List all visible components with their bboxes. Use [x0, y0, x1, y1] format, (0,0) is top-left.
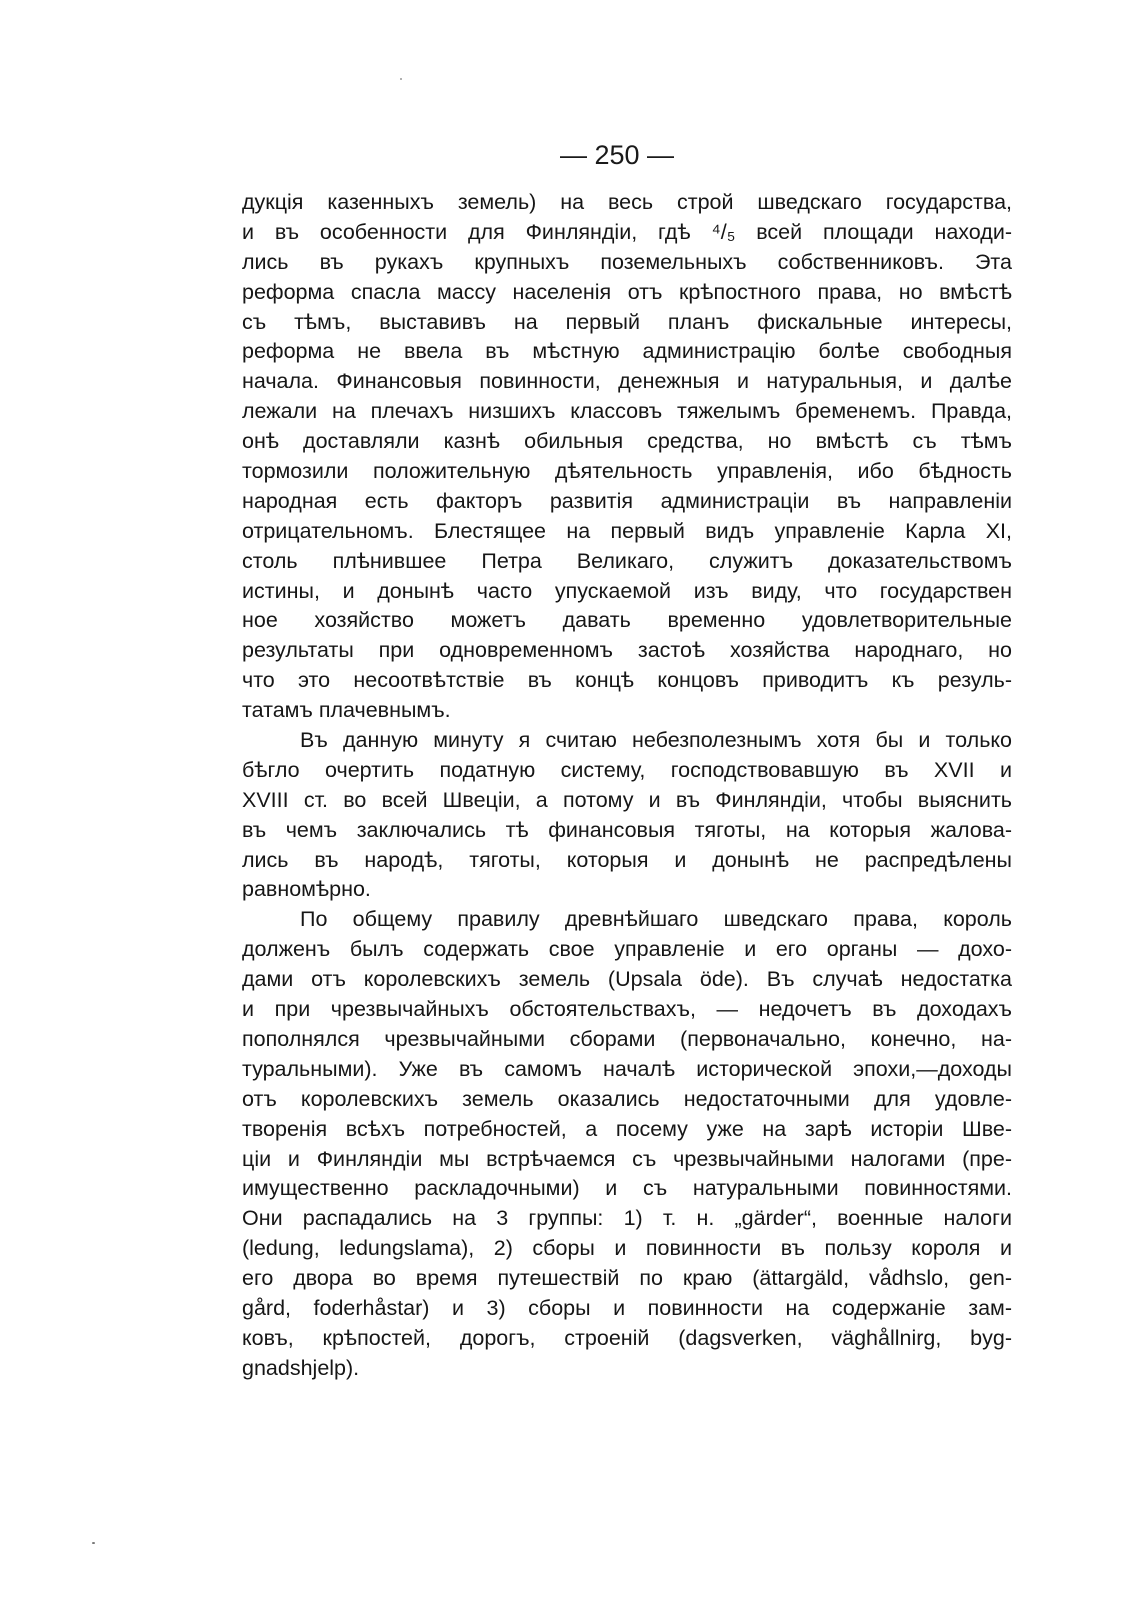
scan-speck	[92, 1542, 95, 1544]
body-text	[242, 188, 1012, 1384]
text-line: онѣ доставляли казнѣ обильныя средства, но вмѣстѣ съ тѣмъ	[242, 429, 1012, 454]
text-line: Въ данную минуту я считаю небезполезнымъ хотя бы и только	[300, 728, 1012, 753]
text-line: ное хозяйство можетъ давать временно удовлетворительные	[242, 608, 1012, 633]
text-line: отъ королевскихъ земель оказались недостаточными для удовле-	[242, 1086, 1012, 1111]
text-line: gård, foderhåstar) и 3) сборы и повинности на содержаніе зам-	[242, 1295, 1012, 1320]
text-line: отрицательномъ. Блестящее на первый видъ управленіе Карла XI,	[242, 518, 1012, 543]
text-line: По общему правилу древнѣйшаго шведскаго права, король	[300, 907, 1012, 932]
text-line: начала. Финансовыя повинности, денежныя и натуральныя, и далѣе	[242, 369, 1012, 394]
text-line: имущественно раскладочными) и съ натуральными повинностями.	[242, 1176, 1012, 1201]
text-line: ковъ, крѣпостей, дорогъ, строеній (dagsverken, väghållnirg, byg-	[242, 1325, 1012, 1350]
text-line: Они распадались на 3 группы: 1) т. н. „gärder“, военные налоги	[242, 1206, 1012, 1231]
text-line: пополнялся чрезвычайными сборами (первоначально, конечно, на-	[242, 1026, 1012, 1051]
text-line: его двора во время путешествій по краю (ättargäld, vådhslo, gen-	[242, 1266, 1012, 1291]
text-line: равномѣрно.	[242, 877, 371, 902]
text-line: лись въ рукахъ крупныхъ поземельныхъ собственниковъ. Эта	[242, 249, 1012, 274]
text-line: что это несоотвѣтствіе въ концѣ концовъ приводитъ къ резуль-	[242, 668, 1012, 693]
text-line: и въ особенности для Финляндіи, гдѣ ⁴/₅ всей площади находи-	[242, 219, 1012, 244]
paragraph	[242, 726, 1012, 905]
paragraph	[242, 188, 1012, 726]
text-line: истины, и донынѣ часто упускаемой изъ виду, что государствен	[242, 578, 1012, 603]
text-line: лежали на плечахъ низшихъ классовъ тяжелымъ бременемъ. Правда,	[242, 399, 1012, 424]
text-line: (ledung, ledungslama), 2) сборы и повинности въ пользу короля и	[242, 1236, 1012, 1261]
text-line: туральными). Уже въ самомъ началѣ исторической эпохи,—доходы	[242, 1056, 1012, 1081]
text-line: XVIII ст. во всей Швеціи, а потому и въ Финляндіи, чтобы выяснить	[242, 787, 1012, 812]
text-line: тормозили положительную дѣятельность управленія, ибо бѣдность	[242, 459, 1012, 484]
text-line: народная есть факторъ развитія администраціи въ направленіи	[242, 488, 1012, 513]
text-line: gnadshjelp).	[242, 1355, 360, 1380]
text-line: съ тѣмъ, выставивъ на первый планъ фискальные интересы,	[242, 309, 1012, 334]
text-line: и при чрезвычайныхъ обстоятельствахъ, — недочетъ въ доходахъ	[242, 997, 1012, 1022]
text-line: реформа не ввела въ мѣстную администрацію болѣе свободныя	[242, 339, 1012, 364]
text-line: столь плѣнившее Петра Великаго, служитъ доказательствомъ	[242, 548, 1012, 573]
text-line: лись въ народѣ, тяготы, которыя и донынѣ не распредѣлены	[242, 847, 1012, 872]
text-line: бѣгло очертить податную систему, господствовавшую въ XVII и	[242, 757, 1012, 782]
text-line: долженъ былъ содержать свое управленіе и его органы — дохо-	[242, 937, 1012, 962]
page-number: — 250 —	[560, 140, 675, 170]
text-line: дами отъ королевскихъ земель (Upsala öde). Въ случаѣ недостатка	[242, 967, 1012, 992]
scan-speck	[400, 78, 402, 80]
text-line: творенія всѣхъ потребностей, а посему уже на зарѣ исторіи Шве-	[242, 1116, 1012, 1141]
text-line: результаты при одновременномъ застоѣ хозяйства народнаго, но	[242, 638, 1012, 663]
text-line: дукція казенныхъ земель) на весь строй шведскаго государства,	[242, 190, 1012, 214]
text-line: реформа спасла массу населенія отъ крѣпостного права, но вмѣстѣ	[242, 279, 1012, 304]
text-line: ціи и Финляндіи мы встрѣчаемся съ чрезвычайными налогами (пре-	[242, 1146, 1012, 1171]
text-line: въ чемъ заключались тѣ финансовыя тяготы, на которыя жалова-	[242, 817, 1012, 842]
paragraph	[242, 905, 1012, 1383]
text-line: татамъ плачевнымъ.	[242, 698, 451, 723]
